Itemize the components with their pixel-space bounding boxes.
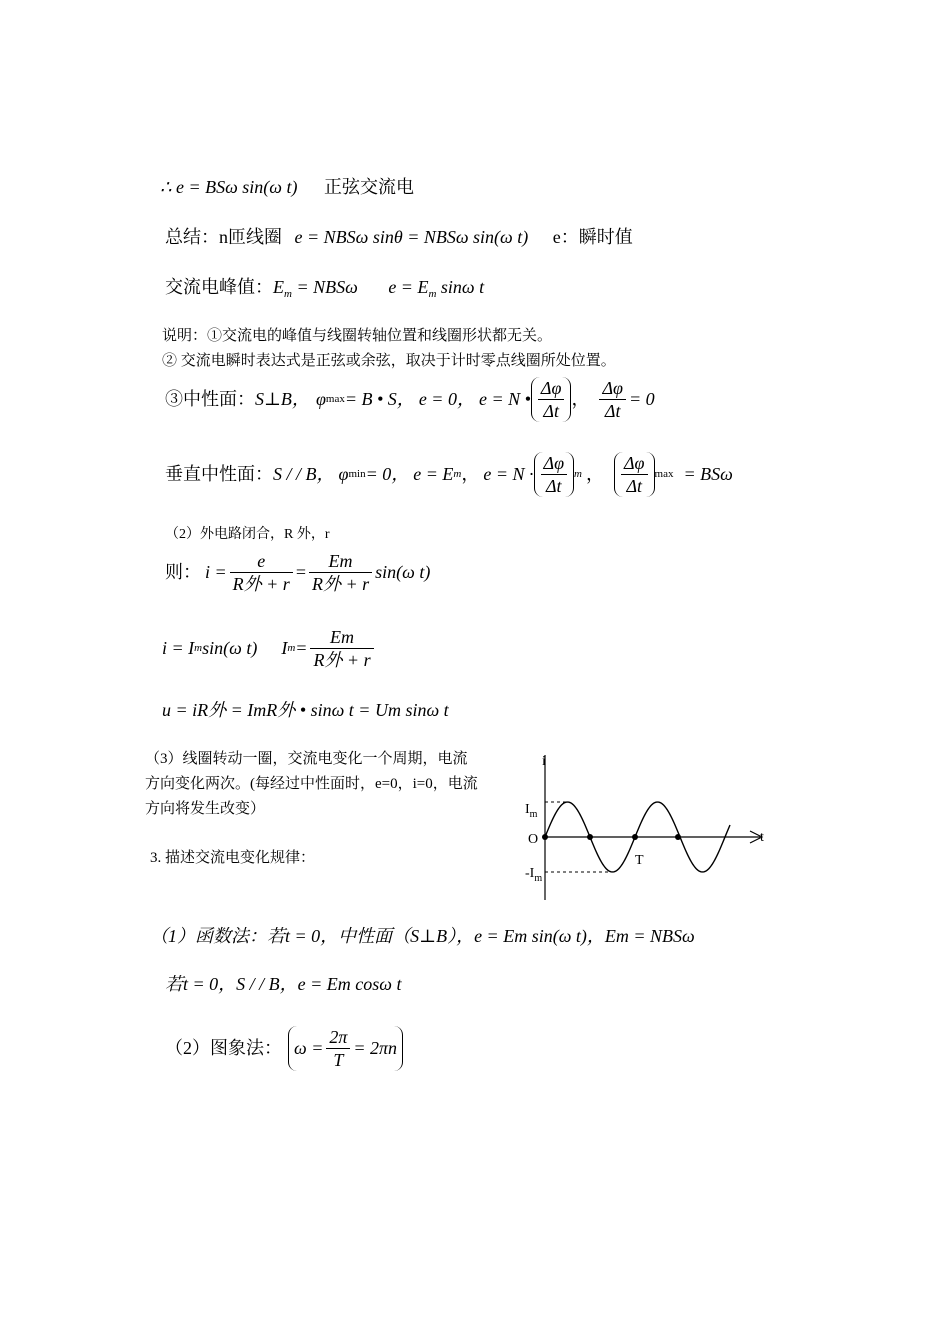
d: e = N · <box>483 464 534 484</box>
section-3-line-3: 方向将发生改变） <box>145 801 266 817</box>
tail: e：瞬时值 <box>552 227 633 247</box>
section-3-line-2: 方向变化两次。(每经过中性面时，e=0，i=0，电流 <box>145 776 478 792</box>
paren <box>534 452 575 497</box>
sub: max <box>325 393 345 405</box>
label: 垂直中性面： <box>165 464 273 484</box>
bsub: m <box>287 642 296 654</box>
phi: φ <box>338 464 349 484</box>
a: i = I <box>162 638 195 658</box>
den2: R外 + r <box>311 573 370 594</box>
b2: = <box>295 638 308 658</box>
phi: φ <box>315 389 326 409</box>
current-equation <box>165 546 430 598</box>
den2: Δt <box>626 475 643 496</box>
formula-line-1 <box>160 175 414 199</box>
num: Δφ <box>538 377 565 400</box>
b: = B • S， <box>344 389 415 409</box>
period-label: T <box>635 853 644 868</box>
label: ③中性面： <box>165 389 255 409</box>
t-label: t <box>760 830 764 845</box>
method-1b: 若t = 0，S / / B，e = Em cosω t <box>165 974 402 994</box>
tail: = 0 <box>628 389 655 409</box>
note-2: ② 交流电瞬时表达式是正弦或余弦，取决于计时零点线圈所处位置。 <box>162 353 616 369</box>
formula: e = NBSω sinθ = NBSω sin(ω t) <box>294 227 529 247</box>
csub: m <box>453 468 462 480</box>
den: Δt <box>545 475 562 496</box>
formula-line-2 <box>165 225 633 249</box>
label: 总结： <box>165 227 219 247</box>
zero-point <box>587 834 593 840</box>
a2: sin(ω t) <box>202 638 258 658</box>
im-label: $I_m$ <box>525 802 538 820</box>
num: e <box>230 550 293 573</box>
label: （2）图象法： <box>165 1038 282 1058</box>
paren <box>288 1026 403 1071</box>
fraction <box>326 1026 350 1071</box>
b: = 2πn <box>353 1038 398 1058</box>
c2: ， <box>461 464 480 484</box>
zero-point <box>542 834 548 840</box>
den: R外 + r <box>313 649 371 670</box>
sep: ， <box>571 389 590 409</box>
zero-point <box>675 834 681 840</box>
num2: Δφ <box>621 452 648 475</box>
num: Δφ <box>541 452 568 475</box>
rest2: sinω t <box>436 277 485 297</box>
den2: Δt <box>604 400 621 421</box>
voltage-equation: u = iR外 = ImR外 • sinω t = Um sinω t <box>162 700 449 720</box>
fraction <box>310 626 373 671</box>
ac-sine-graph <box>515 745 775 910</box>
d: e = N • <box>478 389 531 409</box>
formula: ∴ e = BSω sin(ω t) <box>160 177 298 197</box>
maxsub: max <box>654 468 674 480</box>
asub: m <box>194 642 203 654</box>
i-label: i <box>542 754 546 769</box>
b: = 0， <box>365 464 410 484</box>
lhs: i = <box>205 562 227 582</box>
sub: min <box>348 468 366 480</box>
note: 正弦交流电 <box>324 177 414 197</box>
a: ω = <box>294 1038 324 1058</box>
num2: Em <box>309 550 372 573</box>
section-3-heading: 3. 描述交流电变化规律： <box>150 850 316 866</box>
b: I <box>281 638 288 658</box>
section-2-title: （2）外电路闭合，R 外，r <box>165 527 330 542</box>
num: Em <box>310 626 373 649</box>
num: 2π <box>326 1026 350 1049</box>
fraction <box>538 377 565 422</box>
text: n匝线圈 <box>219 227 282 247</box>
label: 则： <box>165 562 201 582</box>
sep: ， <box>585 464 604 484</box>
paren2 <box>614 452 655 497</box>
formula-line-3 <box>165 275 484 306</box>
label: 交流电峰值： <box>165 277 273 297</box>
msub: m <box>574 468 582 480</box>
neutral-plane-line <box>165 374 655 424</box>
eq: = <box>295 562 306 582</box>
fraction2 <box>621 452 648 497</box>
neg-im-label: $-I_m$ <box>525 866 543 884</box>
fraction2 <box>599 377 626 422</box>
rest: = NBSω <box>291 277 358 297</box>
em: E <box>273 277 284 297</box>
den: T <box>333 1049 344 1070</box>
num2: Δφ <box>599 377 626 400</box>
perpendicular-line <box>165 448 733 500</box>
sub: m <box>284 288 292 300</box>
fraction <box>541 452 568 497</box>
e: e = E <box>388 277 429 297</box>
fraction2 <box>309 550 372 595</box>
origin-label: O <box>528 832 539 847</box>
paren <box>531 377 572 422</box>
fraction <box>230 550 293 595</box>
c: e = 0， <box>418 389 475 409</box>
method-1: （1）函数法：若t = 0，中性面（S⊥B），e = Em sin(ω t)，Em = NBSω <box>150 926 695 946</box>
note-1: 说明：①交流电的峰值与线圈转轴位置和线圈形状都无关。 <box>162 328 553 344</box>
den: Δt <box>543 400 559 421</box>
tail: = BSω <box>683 464 733 484</box>
current-equation-2 <box>162 622 377 674</box>
zero-point <box>632 834 638 840</box>
a: S / / B， <box>273 464 335 484</box>
c: e = E <box>413 464 454 484</box>
section-3-line-1: （3）线圈转动一圈，交流电变化一个周期，电流 <box>145 751 468 767</box>
a: S⊥B， <box>255 389 310 409</box>
tail: sin(ω t) <box>375 562 431 582</box>
den: R外 + r <box>232 573 290 594</box>
method-2 <box>165 1022 403 1074</box>
sub2: m <box>428 288 437 300</box>
